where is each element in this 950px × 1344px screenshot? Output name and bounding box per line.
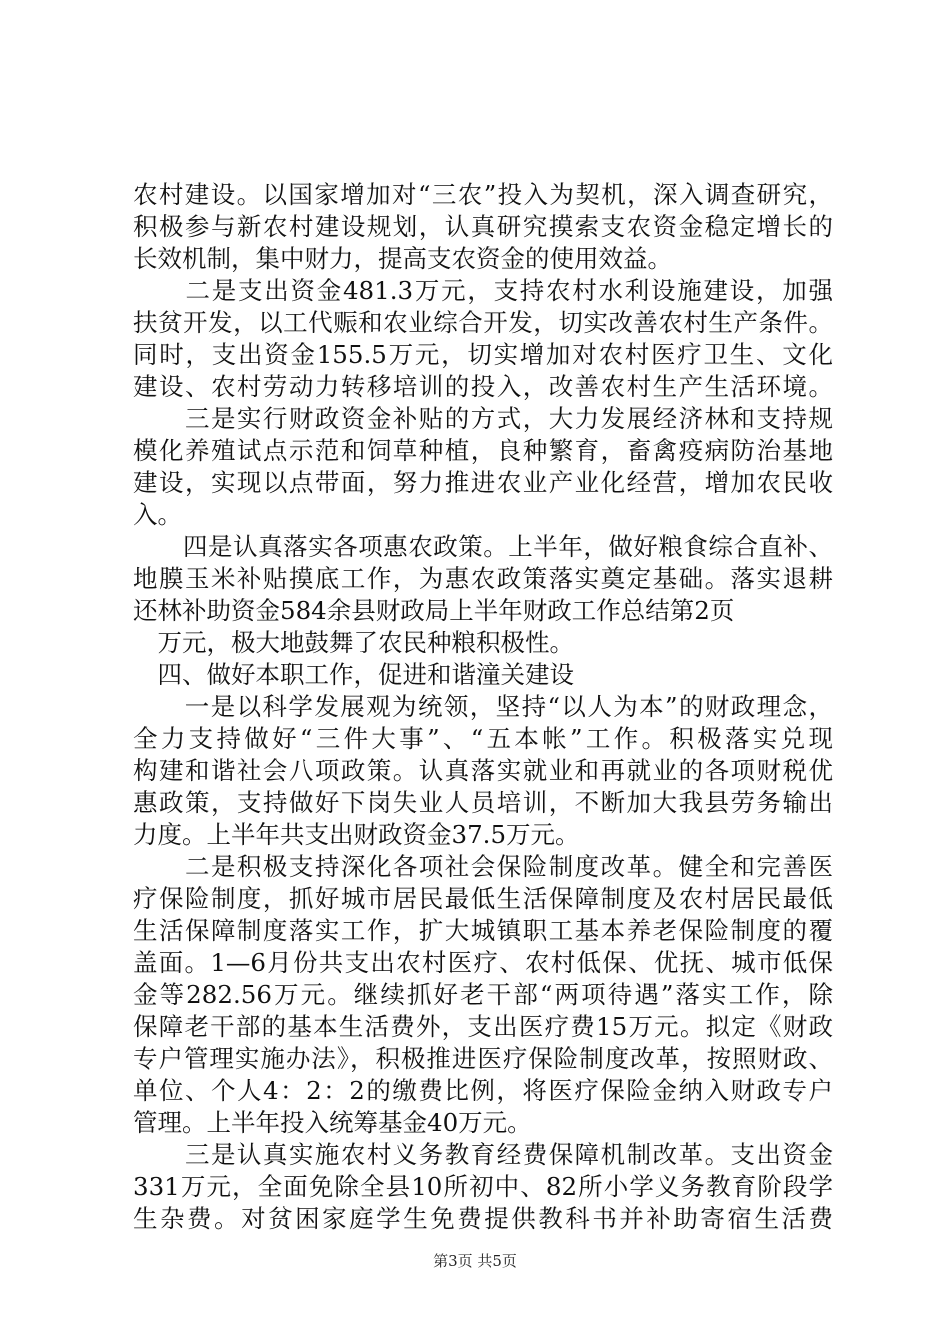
text-line: 扶贫开发，以工代赈和农业综合开发，切实改善农村生产条件。 [133, 308, 833, 337]
text-line: 一是以科学发展观为统领，坚持“以人为本”的财政理念， [133, 692, 833, 721]
text-line: 积极参与新农村建设规划，认真研究摸索支农资金稳定增长的 [133, 212, 833, 241]
text-line: 模化养殖试点示范和饲草种植，良种繁育，畜禽疫病防治基地 [133, 436, 833, 465]
text-line: 专户管理实施办法》，积极推进医疗保险制度改革，按照财政、 [133, 1044, 833, 1073]
text-line: 万元，极大地鼓舞了农民种粮积极性。 [133, 628, 574, 657]
text-line: 长效机制，集中财力，提高支农资金的使用效益。 [133, 244, 672, 273]
text-line: 构建和谐社会八项政策。认真落实就业和再就业的各项财税优 [133, 756, 833, 785]
text-line: 生活保障制度落实工作，扩大城镇职工基本养老保险制度的覆 [133, 916, 833, 945]
text-line: 惠政策，支持做好下岗失业人员培训，不断加大我县劳务输出 [133, 788, 833, 817]
text-line: 管理。上半年投入统筹基金40万元。 [133, 1108, 532, 1137]
text-line: 保障老干部的基本生活费外，支出医疗费15万元。拟定《财政 [133, 1012, 833, 1041]
text-line: 金等282.56万元。继续抓好老干部“两项待遇”落实工作，除 [133, 980, 833, 1009]
text-line: 单位、个人4：2：2的缴费比例，将医疗保险金纳入财政专户 [133, 1076, 833, 1105]
text-line: 盖面。1—6月份共支出农村医疗、农村低保、优抚、城市低保 [133, 948, 833, 977]
text-line: 生杂费。对贫困家庭学生免费提供教科书并补助寄宿生活费 [133, 1204, 833, 1233]
text-line: 疗保险制度，抓好城市居民最低生活保障制度及农村居民最低 [133, 884, 833, 913]
text-line: 入。 [133, 500, 182, 529]
text-line: 331万元，全面免除全县10所初中、82所小学义务教育阶段学 [133, 1172, 833, 1201]
text-line: 二是积极支持深化各项社会保险制度改革。健全和完善医 [133, 852, 833, 881]
text-line: 二是支出资金481.3万元，支持农村水利设施建设，加强 [133, 276, 833, 305]
text-line: 还林补助资金584余县财政局上半年财政工作总结第2页 [133, 596, 735, 625]
text-line: 三是认真实施农村义务教育经费保障机制改革。支出资金 [133, 1140, 833, 1169]
page-footer: 第3页 共5页 [433, 1252, 517, 1270]
text-line: 三是实行财政资金补贴的方式，大力发展经济林和支持规 [133, 404, 833, 433]
text-line: 力度。上半年共支出财政资金37.5万元。 [133, 820, 580, 849]
text-line: 地膜玉米补贴摸底工作，为惠农政策落实奠定基础。落实退耕 [133, 564, 833, 593]
text-line: 建设、农村劳动力转移培训的投入，改善农村生产生活环境。 [133, 372, 833, 401]
text-line: 农村建设。以国家增加对“三农”投入为契机，深入调查研究， [133, 180, 833, 209]
text-line: 建设，实现以点带面，努力推进农业产业化经营，增加农民收 [133, 468, 833, 497]
section-heading: 四、做好本职工作，促进和谐潼关建设 [133, 660, 574, 689]
text-line: 四是认真落实各项惠农政策。上半年，做好粮食综合直补、 [133, 532, 833, 561]
text-line: 全力支持做好“三件大事”、“五本帐”工作。积极落实兑现 [133, 724, 833, 753]
text-line: 同时，支出资金155.5万元，切实增加对农村医疗卫生、文化 [133, 340, 833, 369]
